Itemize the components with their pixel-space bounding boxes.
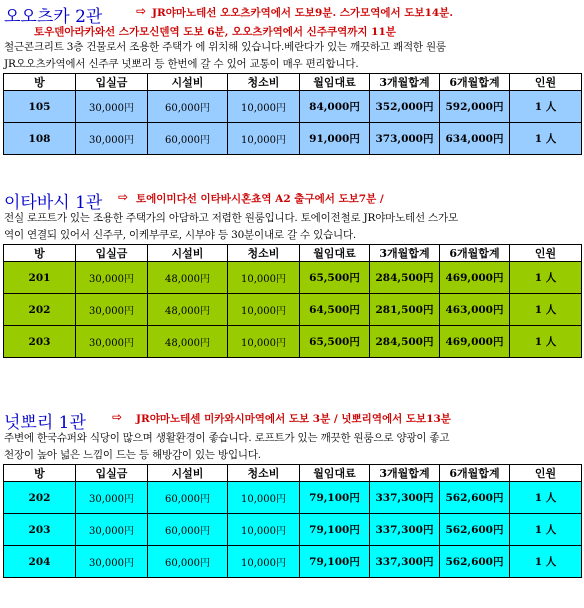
- section-title: 이타바시 1관: [4, 193, 103, 213]
- col-deposit: 입실금: [76, 245, 148, 262]
- arrow-right-icon: ⇨: [118, 190, 129, 204]
- room-table: [3, 244, 582, 358]
- col-3month: 3개월합계: [370, 245, 440, 262]
- section-description: 전실 로프트가 있는 조용한 주택가의 아담하고 저렴한 원룸입니다. 토에이전철로 JR야마노테선 스가모 역이 연결되 있어서 신주쿠, 이케부쿠로, 시부야 등 30분이내로 갈 수 있습니다.: [4, 212, 458, 241]
- col-occupants: 인원: [510, 465, 582, 482]
- table-row: 203 30,000円 60,000円 10,000円 79,100円 337,300円 562,600円 1 人: [4, 514, 582, 546]
- room-table: [3, 73, 582, 155]
- table-row: 202 30,000円 48,000円 10,000円 64,500円 281,500円 463,000円 1 人: [4, 294, 582, 326]
- table-row: 203 30,000円 48,000円 10,000円 65,500円 284,500円 469,000円 1 人: [4, 326, 582, 358]
- table-row: 204 30,000円 60,000円 10,000円 79,100円 337,300円 562,600円 1 人: [4, 546, 582, 578]
- section-title: 넛뽀리 1관: [4, 413, 86, 433]
- table-row: 108 30,000円 60,000円 10,000円 91,000円 373,000円 634,000円 1 人: [4, 123, 582, 155]
- table-header-row: [4, 245, 582, 262]
- table-row: 201 30,000円 48,000円 10,000円 65,500円 284,500円 469,000円 1 人: [4, 262, 582, 294]
- section-itabashi-1: [0, 188, 584, 358]
- col-6month: 6개월합계: [440, 74, 510, 91]
- col-room: 방: [4, 465, 76, 482]
- section-description: 철근콘크리트 3층 건물로서 조용한 주택가 에 위치해 있습니다.베란다가 있는 깨끗하고 쾌적한 원룸 JR오오츠카역에서 신주쿠 넛뽀리 등 한번에 갈 수 있어 교통이 매우 편리합니다.: [4, 41, 446, 70]
- col-occupants: 인원: [510, 74, 582, 91]
- section-otsuka-2: [0, 2, 584, 155]
- route-text: JR야마노테선 오오츠카역에서 도보9분. 스가모역에서 도보14분.: [152, 7, 453, 19]
- arrow-right-icon: ⇨: [112, 410, 123, 424]
- col-6month: 6개월합계: [440, 245, 510, 262]
- col-room: 방: [4, 245, 76, 262]
- col-facility: 시설비: [148, 74, 228, 91]
- col-cleaning: 청소비: [228, 74, 300, 91]
- col-facility: 시설비: [148, 245, 228, 262]
- col-room: 방: [4, 74, 76, 91]
- section-title: 오오츠카 2관: [4, 7, 103, 27]
- col-occupants: 인원: [510, 245, 582, 262]
- col-3month: 3개월합계: [370, 74, 440, 91]
- col-rent: 월임대료: [300, 245, 370, 262]
- col-deposit: 입실금: [76, 74, 148, 91]
- table-row: 105 30,000円 60,000円 10,000円 84,000円 352,000円 592,000円 1 人: [4, 91, 582, 123]
- route-text: JR야마노테센 미카와시마역에서 도보 3분 / 넛뽀리역에서 도보13분: [136, 413, 451, 425]
- col-deposit: 입실금: [76, 465, 148, 482]
- col-3month: 3개월합계: [370, 465, 440, 482]
- room-table: [3, 464, 582, 578]
- route-text-line2: 토우덴아라카와선 스가모신덴역 도보 6분, 오오츠카역에서 신주쿠역까지 11분: [34, 26, 396, 38]
- table-row: 202 30,000円 60,000円 10,000円 79,100円 337,300円 562,600円 1 人: [4, 482, 582, 514]
- col-facility: 시설비: [148, 465, 228, 482]
- table-header-row: [4, 465, 582, 482]
- section-description: 주변에 한국슈퍼와 식당이 많으며 생활환경이 좋습니다. 로프트가 있는 깨끗한 원룸으로 양광이 좋고 천장이 높아 넓은 느낌이 드는 등 해방감이 있는 방입니다.: [4, 432, 450, 461]
- route-text: 토에이미다선 이타바시혼쵸역 A2 출구에서 도보7분 /: [136, 193, 384, 205]
- col-6month: 6개월합계: [440, 465, 510, 482]
- table-header-row: [4, 74, 582, 91]
- col-rent: 월임대료: [300, 465, 370, 482]
- section-nippori-1: [0, 408, 584, 578]
- arrow-right-icon: ⇨: [136, 4, 147, 18]
- col-rent: 월임대료: [300, 74, 370, 91]
- col-cleaning: 청소비: [228, 465, 300, 482]
- col-cleaning: 청소비: [228, 245, 300, 262]
